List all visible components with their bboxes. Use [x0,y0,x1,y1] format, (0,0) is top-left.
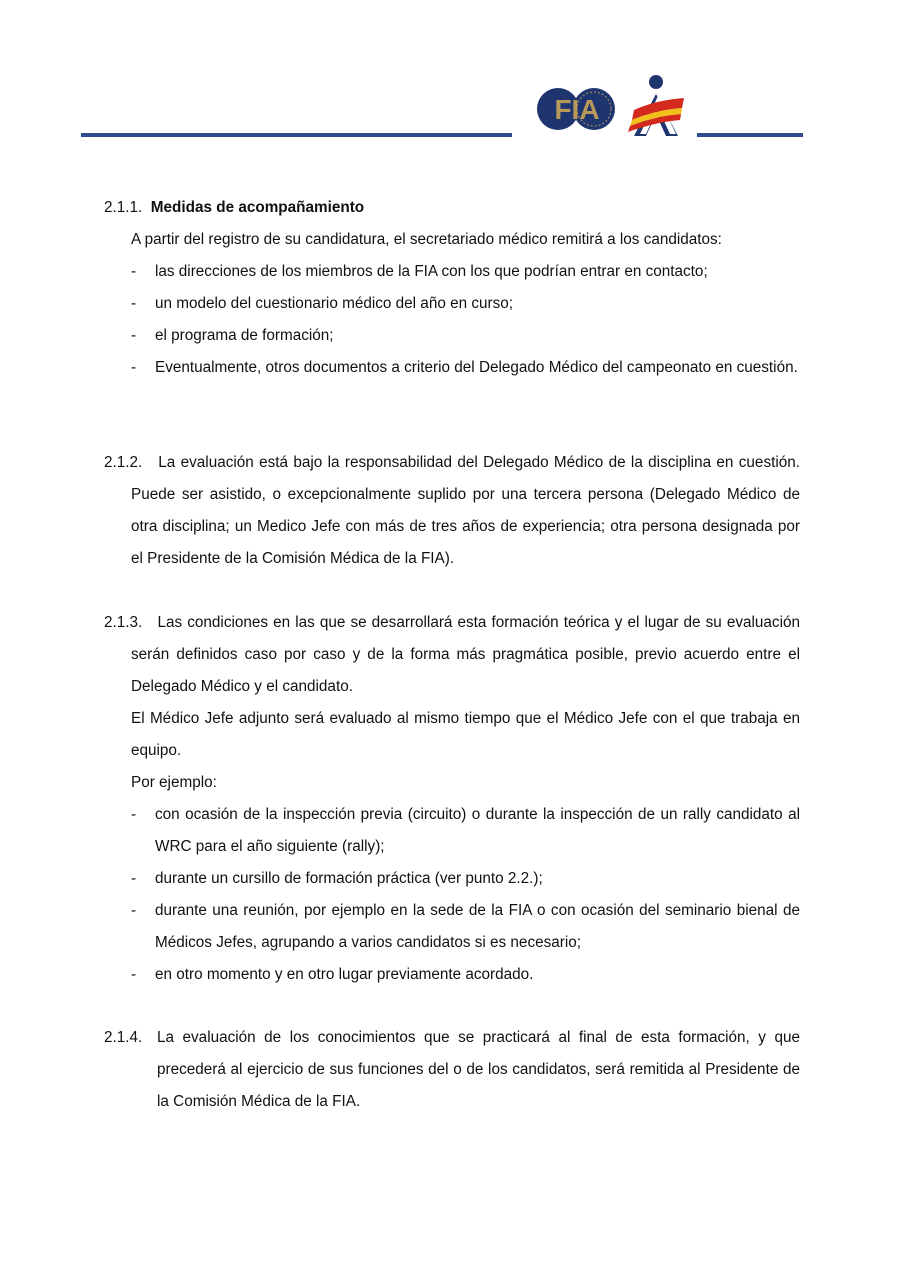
header-rule-left [81,133,512,137]
list-item: - las direcciones de los miembros de la FIA con los que podrían entrar en contacto; [131,263,708,280]
list-item: - con ocasión de la inspección previa (circuito) o durante la inspección de un rally candidato al WRC para el año siguiente (rally); [131,806,800,855]
paragraph: 2.1.3. Las condiciones en las que se desarrollará esta formación teórica y el lugar de su evaluación serán definidos caso por caso y de la forma más pragmática posible, previo acuerdo entre el Delegado Médico y el candidato. [104,614,800,695]
list-item: - Eventualmente, otros documentos a criterio del Delegado Médico del campeonato en cuestión. [131,359,798,376]
header-rule-right [697,133,803,137]
section-number: 2.1.2. [104,454,143,471]
paragraph: El Médico Jefe adjunto será evaluado al mismo tiempo que el Médico Jefe con el que trabaja en equipo. [131,710,800,759]
section-2-1-3 [104,607,800,991]
section-2-1-4 [104,1022,800,1118]
fia-logo [536,82,618,138]
list-item: - durante una reunión, por ejemplo en la sede de la FIA o con ocasión del seminario bienal de Médicos Jefes, agrupando a varios candidatos si es necesario; [131,902,800,951]
list-item: - el programa de formación; [131,327,334,344]
paragraph: A partir del registro de su candidatura, el secretariado médico remitirá a los candidatos: [131,231,722,248]
list-item: - un modelo del cuestionario médico del año en curso; [131,295,513,312]
section-2-1-1 [104,192,800,384]
section-title: Medidas de acompañamiento [150,199,365,216]
section-number: 2.1.1. [104,199,143,216]
section-number: 2.1.4. [104,1029,143,1046]
section-2-1-2 [104,447,800,575]
rfeda-logo [626,72,690,138]
paragraph: 2.1.4. La evaluación de los conocimientos que se practicará al final de esta formación, y que precederá al ejercicio de sus funciones del o de los candidatos, será remitida al Presidente de la Comisión Médica de la FIA. [104,1022,800,1118]
paragraph: 2.1.2. La evaluación está bajo la responsabilidad del Delegado Médico de la disciplina en cuestión. Puede ser asistido, o excepcionalmente suplido por una tercera persona (Delegado Médico de otra disciplina; un Medico Jefe con más de tres años de experiencia; otra persona designada por el Presidente de la Comisión Médica de la FIA). [104,454,801,567]
list-item: - durante un cursillo de formación práctica (ver punto 2.2.); [131,870,543,887]
section-number: 2.1.3. [104,614,143,631]
paragraph: Por ejemplo: [131,774,217,791]
section-heading [104,192,800,224]
list-item: - en otro momento y en otro lugar previamente acordado. [131,966,534,983]
svg-text:FIA: FIA [554,94,600,125]
